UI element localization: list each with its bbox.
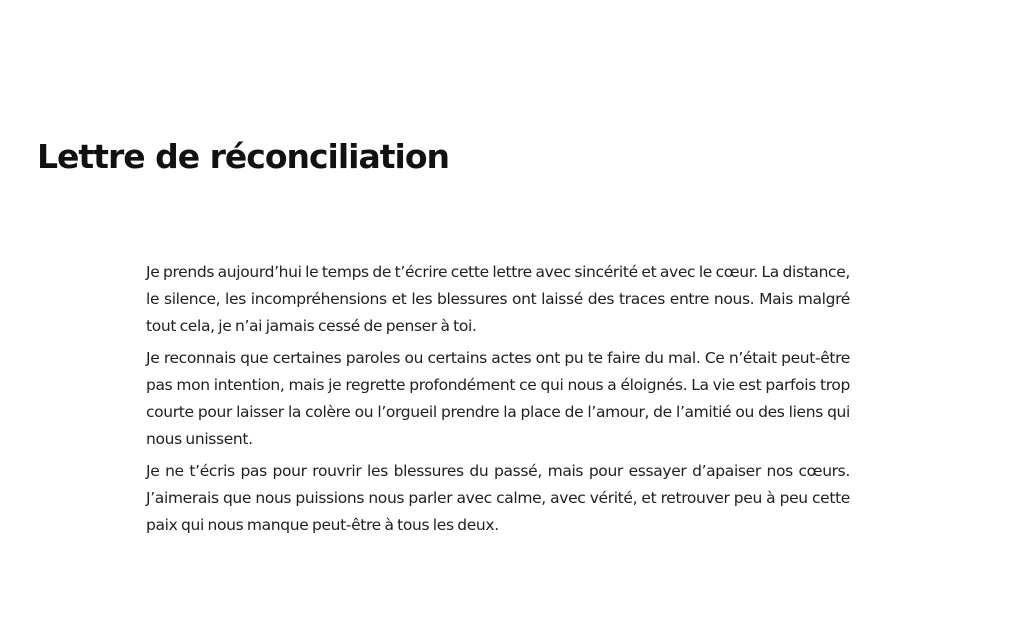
letter-paragraph-2: Je reconnais que certaines paroles ou certains actes ont pu te faire du mal. Ce n’était peut-être pas mon intention, mais je regrette profondément ce qui nous a éloignés. La vie est parfois trop courte pour laisser la colère ou l’orgueil prendre la place de l’amour, de l’amitié ou des liens qui nous unissent.	[146, 349, 850, 448]
letter-paragraph-1: Je prends aujourd’hui le temps de t’écrire cette lettre avec sincérité et avec le cœur. La distance, le silence, les incompréhensions et les blessures ont laissé des traces entre nous. Mais malgré tout cela, je n’ai jamais cessé de penser à toi.	[146, 263, 850, 335]
letter-paragraph-3: Je ne t’écris pas pour rouvrir les blessures du passé, mais pour essayer d’apaiser nos cœurs. J’aimerais que nous puissions nous parler avec calme, avec vérité, et retrouver peu à peu cette paix qui nous manque peut-être à tous les deux.	[146, 462, 850, 534]
letter-body	[146, 259, 850, 544]
page-title: Lettre de réconciliation	[37, 137, 449, 176]
